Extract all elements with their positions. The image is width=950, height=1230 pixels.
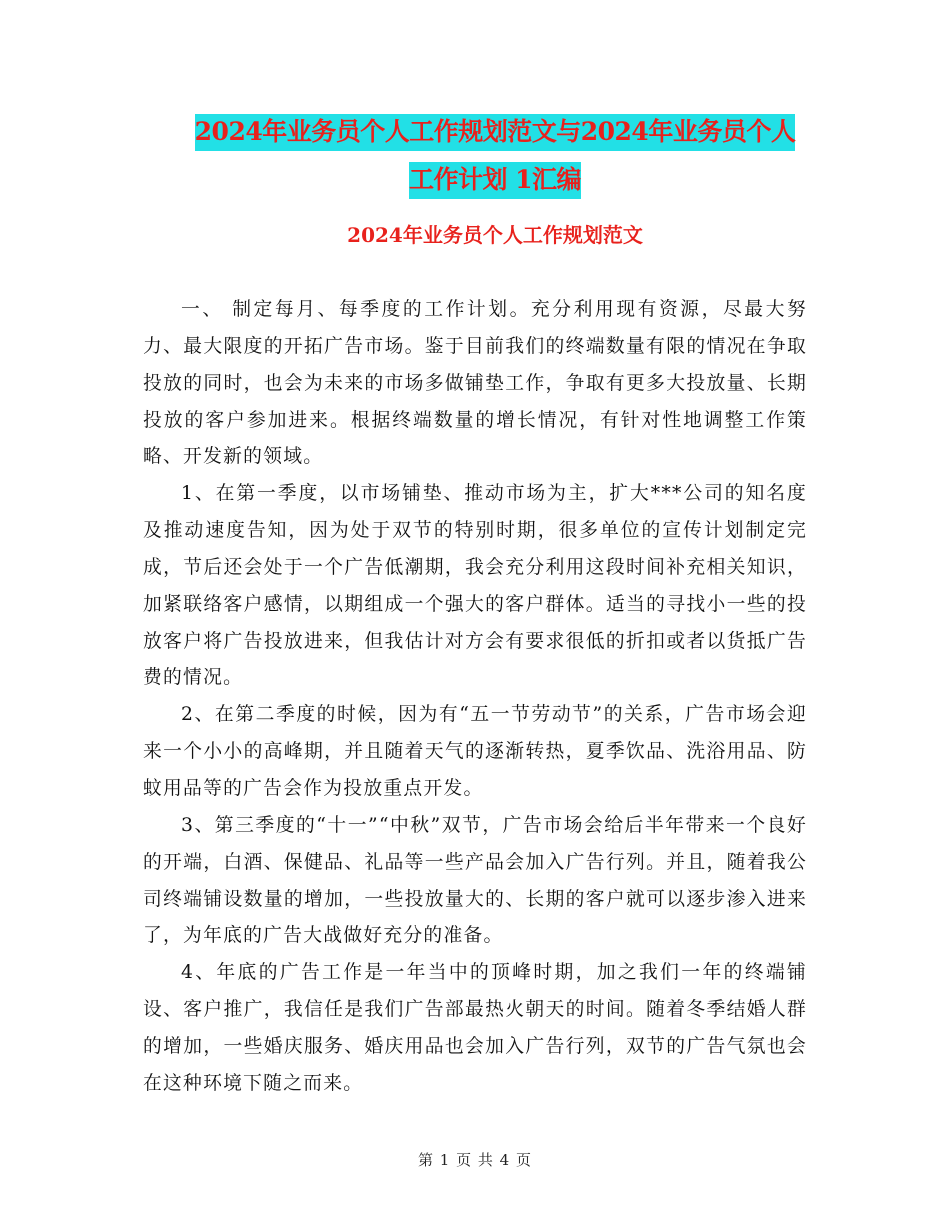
- paragraph-q2: 2、在第二季度的时候，因为有“五一节劳动节”的关系，广告市场会迎来一个小小的高峰期，并且随着天气的逐渐转热，夏季饮品、洗浴用品、防蚊用品等的广告会作为投放重点开发。: [143, 704, 807, 799]
- document-title: [140, 108, 850, 204]
- document-body: [143, 292, 807, 1103]
- paragraph-q4: 4、年底的广告工作是一年当中的顶峰时期，加之我们一年的终端铺设、客户推广，我信任是我们广告部最热火朝天的时间。随着冬季结婚人群的增加，一些婚庆服务、婚庆用品也会加入广告行列，双节的广告气氛也会在这种环境下随之而来。: [143, 962, 807, 1094]
- paragraph-q3: 3、第三季度的“十一”“中秋”双节，广告市场会给后半年带来一个良好的开端，白酒、保健品、礼品等一些产品会加入广告行列。并且，随着我公司终端铺设数量的增加，一些投放量大的、长期的客户就可以逐步渗入进来了，为年底的广告大战做好充分的准备。: [143, 814, 807, 947]
- section-title: 2024年业务员个人工作规划范文: [347, 223, 643, 247]
- paragraph-intro: 一、 制定每月、每季度的工作计划。充分利用现有资源，尽最大努力、最大限度的开拓广告市场。鉴于目前我们的终端数量有限的情况在争取投放的同时，也会为未来的市场多做铺垫工作，争取有更多大投放量、长期投放的客户参加进来。根据终端数量的增长情况，有针对性地调整工作策略、开发新的领域。: [143, 299, 807, 468]
- document-title-line-2: 工作计划 1汇编: [409, 162, 581, 199]
- document-title-line-1: 2024年业务员个人工作规划范文与2024年业务员个人: [195, 114, 796, 151]
- paragraph-q1: 1、在第一季度，以市场铺垫、推动市场为主，扩大***公司的知名度及推动速度告知，因为处于双节的特别时期，很多单位的宣传计划制定完成，节后还会处于一个广告低潮期，我会充分利用这段时间补充相关知识，加紧联络客户感情，以期组成一个强大的客户群体。适当的寻找小一些的投放客户将广告投放进来，但我估计对方会有要求很低的折扣或者以货抵广告费的情况。: [143, 483, 807, 689]
- page-number-footer: 第 1 页 共 4 页: [418, 1151, 532, 1169]
